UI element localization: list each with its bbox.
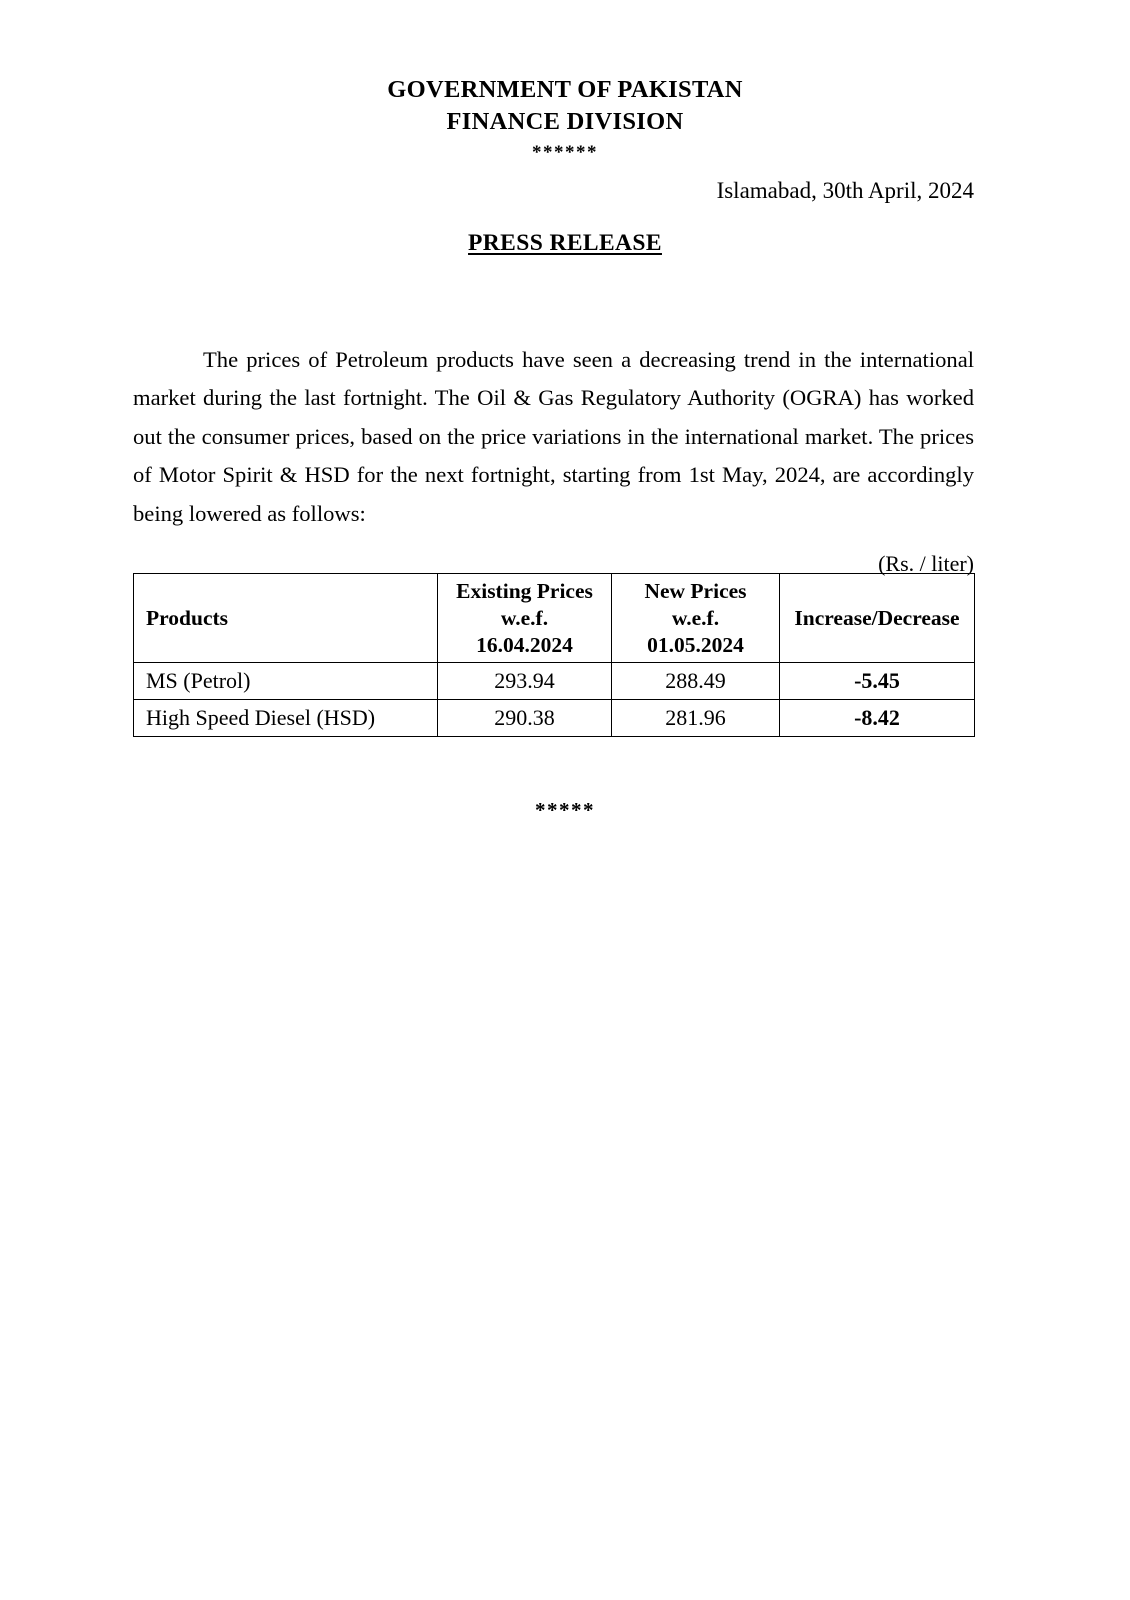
new-header-line3: 01.05.2024 — [647, 632, 744, 657]
new-header-line2: w.e.f. — [671, 605, 720, 630]
existing-header-line3: 16.04.2024 — [476, 632, 573, 657]
new-header-line1: New Prices — [644, 578, 747, 603]
table-row — [134, 700, 975, 737]
cell-existing-price: 293.94 — [438, 663, 612, 700]
cell-new-price: 281.96 — [612, 700, 780, 737]
column-header-products: Products — [134, 574, 438, 663]
organization-name: GOVERNMENT OF PAKISTAN — [387, 76, 743, 103]
column-header-existing-prices — [438, 574, 612, 663]
price-table-container — [133, 573, 974, 737]
existing-header-line1: Existing Prices — [456, 578, 593, 603]
cell-new-price: 288.49 — [612, 663, 780, 700]
cell-existing-price: 290.38 — [438, 700, 612, 737]
dateline: Islamabad, 30th April, 2024 — [716, 178, 974, 203]
body-paragraph: The prices of Petroleum products have seen a decreasing trend in the international market during the last fortnight. The Oil & Gas Regulatory Authority (OGRA) has worked out the consumer prices, based on the price variations in the international market. The prices of Motor Spirit & HSD for the next fortnight, starting from 1st May, 2024, are accordingly being lowered as follows: — [133, 346, 974, 526]
cell-product: High Speed Diesel (HSD) — [134, 700, 438, 737]
page-title-text: PRESS RELEASE — [468, 230, 662, 256]
cell-increase-decrease: -8.42 — [780, 700, 975, 737]
letterhead — [0, 74, 1130, 165]
column-header-new-prices — [612, 574, 780, 663]
header-separator: ****** — [532, 141, 598, 163]
price-table-head — [134, 574, 975, 663]
cell-product: MS (Petrol) — [134, 663, 438, 700]
unit-note: (Rs. / liter) — [878, 551, 974, 576]
cell-increase-decrease: -5.45 — [780, 663, 975, 700]
footer-separator: ***** — [535, 798, 595, 822]
price-table-body — [134, 663, 975, 737]
division-name: FINANCE DIVISION — [446, 108, 684, 136]
column-header-increase-decrease: Increase/Decrease — [780, 574, 975, 663]
price-table — [133, 573, 975, 737]
table-row — [134, 663, 975, 700]
table-header-row — [134, 574, 975, 663]
page-title — [0, 230, 1130, 257]
existing-header-line2: w.e.f. — [500, 605, 549, 630]
